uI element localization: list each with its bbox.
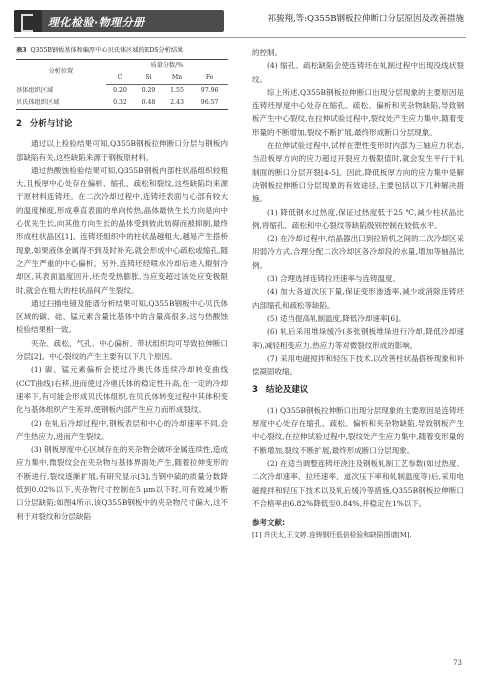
table-label: 表3 [16, 47, 27, 54]
table-col-header: Si [134, 72, 163, 85]
table-row [16, 97, 228, 110]
table-row [16, 85, 228, 98]
table-col-header: Mn [163, 72, 192, 85]
body-paragraph: (2) 在冷却过程中,结晶器出口到拉矫机之间的二次冷却区采用弱冷方式,合理分配二次冷却区各冷却段的水量,增加等轴晶比例。 [252, 234, 464, 270]
body-paragraph: (4) 缩孔、疏松缺陷会使连铸坯在轧制过程中出现没线状裂纹。 [252, 61, 464, 84]
table-cell: 97.96 [200, 87, 219, 94]
table-row-header: 分析位置 [16, 60, 106, 85]
table-cell: 基体组织区域 [16, 86, 54, 94]
table-group-header: 质量分数/% [106, 60, 228, 73]
table-cell: 0.32 [106, 97, 135, 110]
table-cell: 0.48 [134, 97, 163, 110]
body-paragraph: (6) 轧后采用堆垛缓冷(多张钢板堆垛进行冷却,降低冷却速率),减轻相变应力,热应力等对微裂纹形成的影响。 [252, 327, 464, 350]
body-paragraph: (2) 在轧后冷却过程中,钢板表层和中心的冷却速率不同,会产生热应力,进而产生裂纹。 [16, 418, 228, 441]
running-head: 祁骏翔,等:Q355B钢板拉伸断口分层原因及改善措施 [267, 14, 464, 24]
page-number: 73 [453, 659, 462, 667]
body-paragraph: 通过扫描电镜及能谱分析结果可知,Q355B钢板中心贝氏体区域的碳、硅、锰元素含量比基体中的含量高很多,这与热酸蚀检验结果相一致。 [16, 298, 228, 335]
table-cell: 2.43 [163, 97, 192, 110]
section-heading [16, 118, 228, 131]
journal-logo [14, 10, 224, 32]
section-title: 结论及建议 [265, 385, 309, 396]
reference-item: [1] 许庆太,王文婷.连铸钢坯低倍检验和缺陷图谱[M]. [252, 531, 412, 540]
table-caption [16, 46, 228, 55]
table-cell: 0.20 [113, 87, 127, 94]
journal-logo-text: 理化检验·物理分册 [48, 16, 145, 29]
eds-table [16, 59, 228, 110]
body-paragraph: (3) 合理选择连铸拉坯速率与连铸温度。 [267, 274, 401, 284]
section-number: 3 [252, 385, 258, 396]
body-paragraph: 通过以上检验结果可知,Q355B钢板拉伸断口分层与钢板内部缺陷有关,这些缺陷来源于钢板原材料。 [16, 139, 228, 162]
body-paragraph: (2) 在适当调整连铸坯浇注及钢板轧制工艺参数(如过热度、二次冷却速率、拉坯速率、道次压下率和轧制温度等)后,采用电磁搅拌和轻压下技术以及轧后缓冷等措施,Q355B钢板拉伸断口不合格率由6.82%降低至0.84%,并稳定在1%以下。 [252, 458, 464, 508]
table-cell: 0.29 [141, 87, 156, 94]
right-column [252, 46, 464, 541]
references-heading: 参考文献: [252, 518, 285, 528]
table-col-header: Fe [191, 72, 228, 85]
left-column [16, 46, 228, 523]
logo-mark-icon [14, 10, 42, 32]
body-paragraph: 通过热酸蚀检验结果可知,Q355B钢板内部柱状晶组织较粗大,且板厚中心处存在偏析、缩孔、疏松和裂纹,这些缺陷均来源于原材料连铸坯。在二次冷却过程中,连铸坯表面与心部有较大的温度梯度,形成垂直表面的单向传热,晶体最快生长方向是向中心优先生长,向其他方向生长的晶体受到彼此妨碍而被抑制,最终形成柱状晶区[1]。连铸坯组织中的柱状晶越粗大,越易产生搭桥现象,如果液体金属得不到及时补充,就会形成中心疏松或缩孔,随之产生严重的中心偏析。另外,连铸坯经喷水冷却后进入辊射冷却区,其表面温度回升,坯壳受热膨胀,当应变超过该处应变极限时,就会在粗大的柱状晶间产生裂纹。 [16, 165, 228, 295]
body-paragraph: (7) 采用电磁搅拌和轻压下技术,以改善柱状晶搭桥现象和补偿凝固收缩。 [252, 353, 464, 377]
body-paragraph: (1) Q355B钢板拉伸断口出现分层现象的主要原因是连铸坯厚度中心处存在缩孔、疏松、偏析和夹杂物缺陷,导致钢板产生中心裂纹,在拉伸试验过程中,裂纹处产生应力集中,随着变形量的不断增加,裂纹不断扩展,最终形成断口分层现象。 [252, 405, 464, 455]
body-paragraph: (5) 适当提高轧制温度,降低冷却速率[6]。 [267, 313, 406, 323]
table-cell: 96.57 [191, 97, 228, 110]
body-paragraph: (4) 加大各道次压下量,保证变形渗透率,减少或消除连铸坯内部缩孔和疏松等缺陷。 [252, 287, 464, 310]
body-paragraph: 综上所述,Q355B钢板拉伸断口出现分层现象的主要原因是连铸坯厚度中心处存在缩孔、疏松、偏析和夹杂物缺陷,导致钢板产生中心裂纹,在拉伸试验过程中,裂纹处产生应力集中,随着变形量的不断增加,裂纹不断扩展,最终形成断口分层现象。 [252, 87, 464, 137]
header-rule [14, 37, 466, 38]
body-paragraph: (1) 碳、锰元素偏析会使过冷奥氏体连续冷却转变曲线(CCT曲线)右移,进而使过冷奥氏体的稳定性升高,在一定的冷却速率下,有可能会形成贝氏体组织,在贝氏体转变过程中其体积变化与基体组织产生差异,使钢板内部产生应力而形成裂纹。 [16, 365, 228, 415]
section-number: 2 [16, 119, 22, 129]
body-paragraph: (3) 钢板厚度中心区域存在的夹杂物会破坏金属连续性,造成应力集中,微裂纹会在夹杂物与基体界面处产生,随着拉伸变形的不断进行,裂纹逐渐扩展,有研究显示[3],当钢中硫的质量分数降低到0.02%以下,夹杂物尺寸控制在5 μm以下时,可有效减少断口分层缺陷;如图4所示,该Q355B钢板中的夹杂物尺寸偏大,这不利于对裂纹和分层缺陷 [16, 445, 228, 521]
body-paragraph: 夹杂、疏松、气孔、中心偏析、带状组织均可导致拉伸断口分层[2]。中心裂纹的产生主要有以下几个原因。 [16, 338, 228, 362]
table-cell: 贝氏体组织区域 [16, 97, 106, 110]
body-paragraph: 的控制。 [252, 48, 282, 57]
section-heading [252, 384, 464, 397]
body-paragraph: (1) 降低钢水过热度,保证过热度低于25 ℃,减少柱状晶比例,将缩孔、疏松和中心裂纹等缺陷级别控制在较低水平。 [252, 207, 464, 230]
section-title: 分析与讨论 [29, 119, 73, 129]
page-header [0, 0, 480, 38]
table-col-header: C [106, 72, 135, 85]
body-paragraph: 在拉伸试验过程中,试样在塑性变形时内部为三轴应力状态,当沿板厚方向的应力超过开裂应力极限值时,就会发生平行于轧制面的断口分层开裂[4-5]。因此,降低板厚方向的应力集中是解决钢板拉伸断口分层现象的有效途径,主要包括以下几种解决措施。 [252, 141, 464, 204]
table-cell: 1.55 [170, 87, 184, 94]
table-caption-text: Q355B钢板基体和偏厚中心贝氏体区域的EDS分析结果 [30, 47, 184, 54]
